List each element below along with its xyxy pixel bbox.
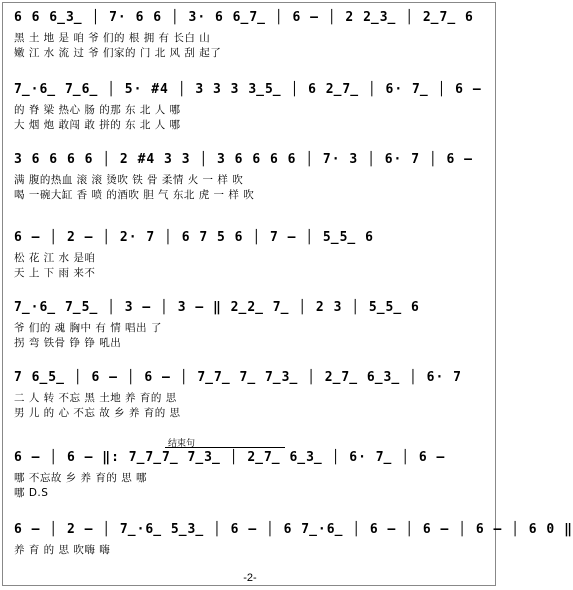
lyric-line-1: 二 人 转 不忘 黑 土地 养 育的 思 (14, 392, 177, 404)
coda-bracket (165, 447, 285, 448)
notes-line: 6 – │ 2 – │ 7̲·6̲ 5̲3̲ │ 6 – │ 6 7̲·6̲ │ 6 – │ 6 – │ 6 – │ 6 0 ‖ (14, 522, 573, 537)
page-number: -2- (243, 572, 257, 584)
notes-line: 7̲·6̲ 7̲6̲ │ 5· #4 │ 3 3 3 3̲5̲ │ 6 2̲7̲ │ 6· 7̲ │ 6 – (14, 82, 482, 97)
lyric-line-2: 拐 弯 铁骨 铮 铮 吼出 (14, 337, 122, 349)
lyric-line-2: 哪 D.S (14, 487, 49, 499)
notes-line: 6 6 6̲3̲ │ 7· 6 6 │ 3· 6 6̲7̲ │ 6 – │ 2 2̲3̲ │ 2̲7̲ 6 (14, 10, 474, 25)
lyric-line-1: 爷 们的 魂 胸中 有 情 唱出 了 (14, 322, 162, 334)
lyric-line-2: 天 上 下 雨 来不 (14, 267, 96, 279)
lyric-line-2: 大 烟 炮 敢闯 敢 拼的 东 北 人 哪 (14, 119, 181, 131)
notes-line: 7 6̲5̲ │ 6 – │ 6 – │ 7̲7̲ 7̲ 7̲3̲ │ 2̲7̲ 6̲3̲ │ 6· 7 (14, 370, 462, 385)
lyric-line-2: 喝 一碗大缸 香 喷 的酒吹 胆 气 东北 虎 一 样 吹 (14, 189, 255, 201)
lyric-line-2: 嫩 江 水 流 过 爷 们家的 门 北 风 刮 起了 (14, 47, 222, 59)
lyric-line-1: 松 花 江 水 是咱 (14, 252, 96, 264)
lyric-line-1: 养 育 的 思 吹嗨 嗨 (14, 544, 111, 556)
notes-line: 6 – │ 6 – ‖: 7̲7̲7̲ 7̲3̲ │ 2̲7̲ 6̲3̲ │ 6· 7̲ │ 6 – (14, 450, 446, 465)
lyric-line-1: 黑 土 地 是 咱 爷 们的 根 拥 有 长白 山 (14, 32, 211, 44)
lyric-line-1: 的 脊 梁 热心 肠 的那 东 北 人 哪 (14, 104, 181, 116)
lyric-line-1: 满 腹的热血 滚 滚 烫吹 铁 骨 柔情 火 一 样 吹 (14, 174, 244, 186)
notes-line: 7̲·6̲ 7̲5̲ │ 3 – │ 3 – ‖ 2̲2̲ 7̲ │ 2 3 │ 5̲5̲ 6 (14, 300, 420, 315)
notes-line: 6 – │ 2 – │ 2· 7 │ 6 7 5 6 │ 7 – │ 5̲5̲ 6 (14, 230, 374, 245)
notes-line: 3 6 6 6 6 │ 2 #4 3 3 │ 3 6 6 6 6 │ 7· 3 │ 6· 7 │ 6 – (14, 152, 473, 167)
coda-annotation: 结束句 (168, 438, 196, 448)
lyric-line-1: 哪 不忘故 乡 养 育的 思 哪 (14, 472, 148, 484)
lyric-line-2: 男 儿 的 心 不忘 故 乡 养 育的 思 (14, 407, 181, 419)
